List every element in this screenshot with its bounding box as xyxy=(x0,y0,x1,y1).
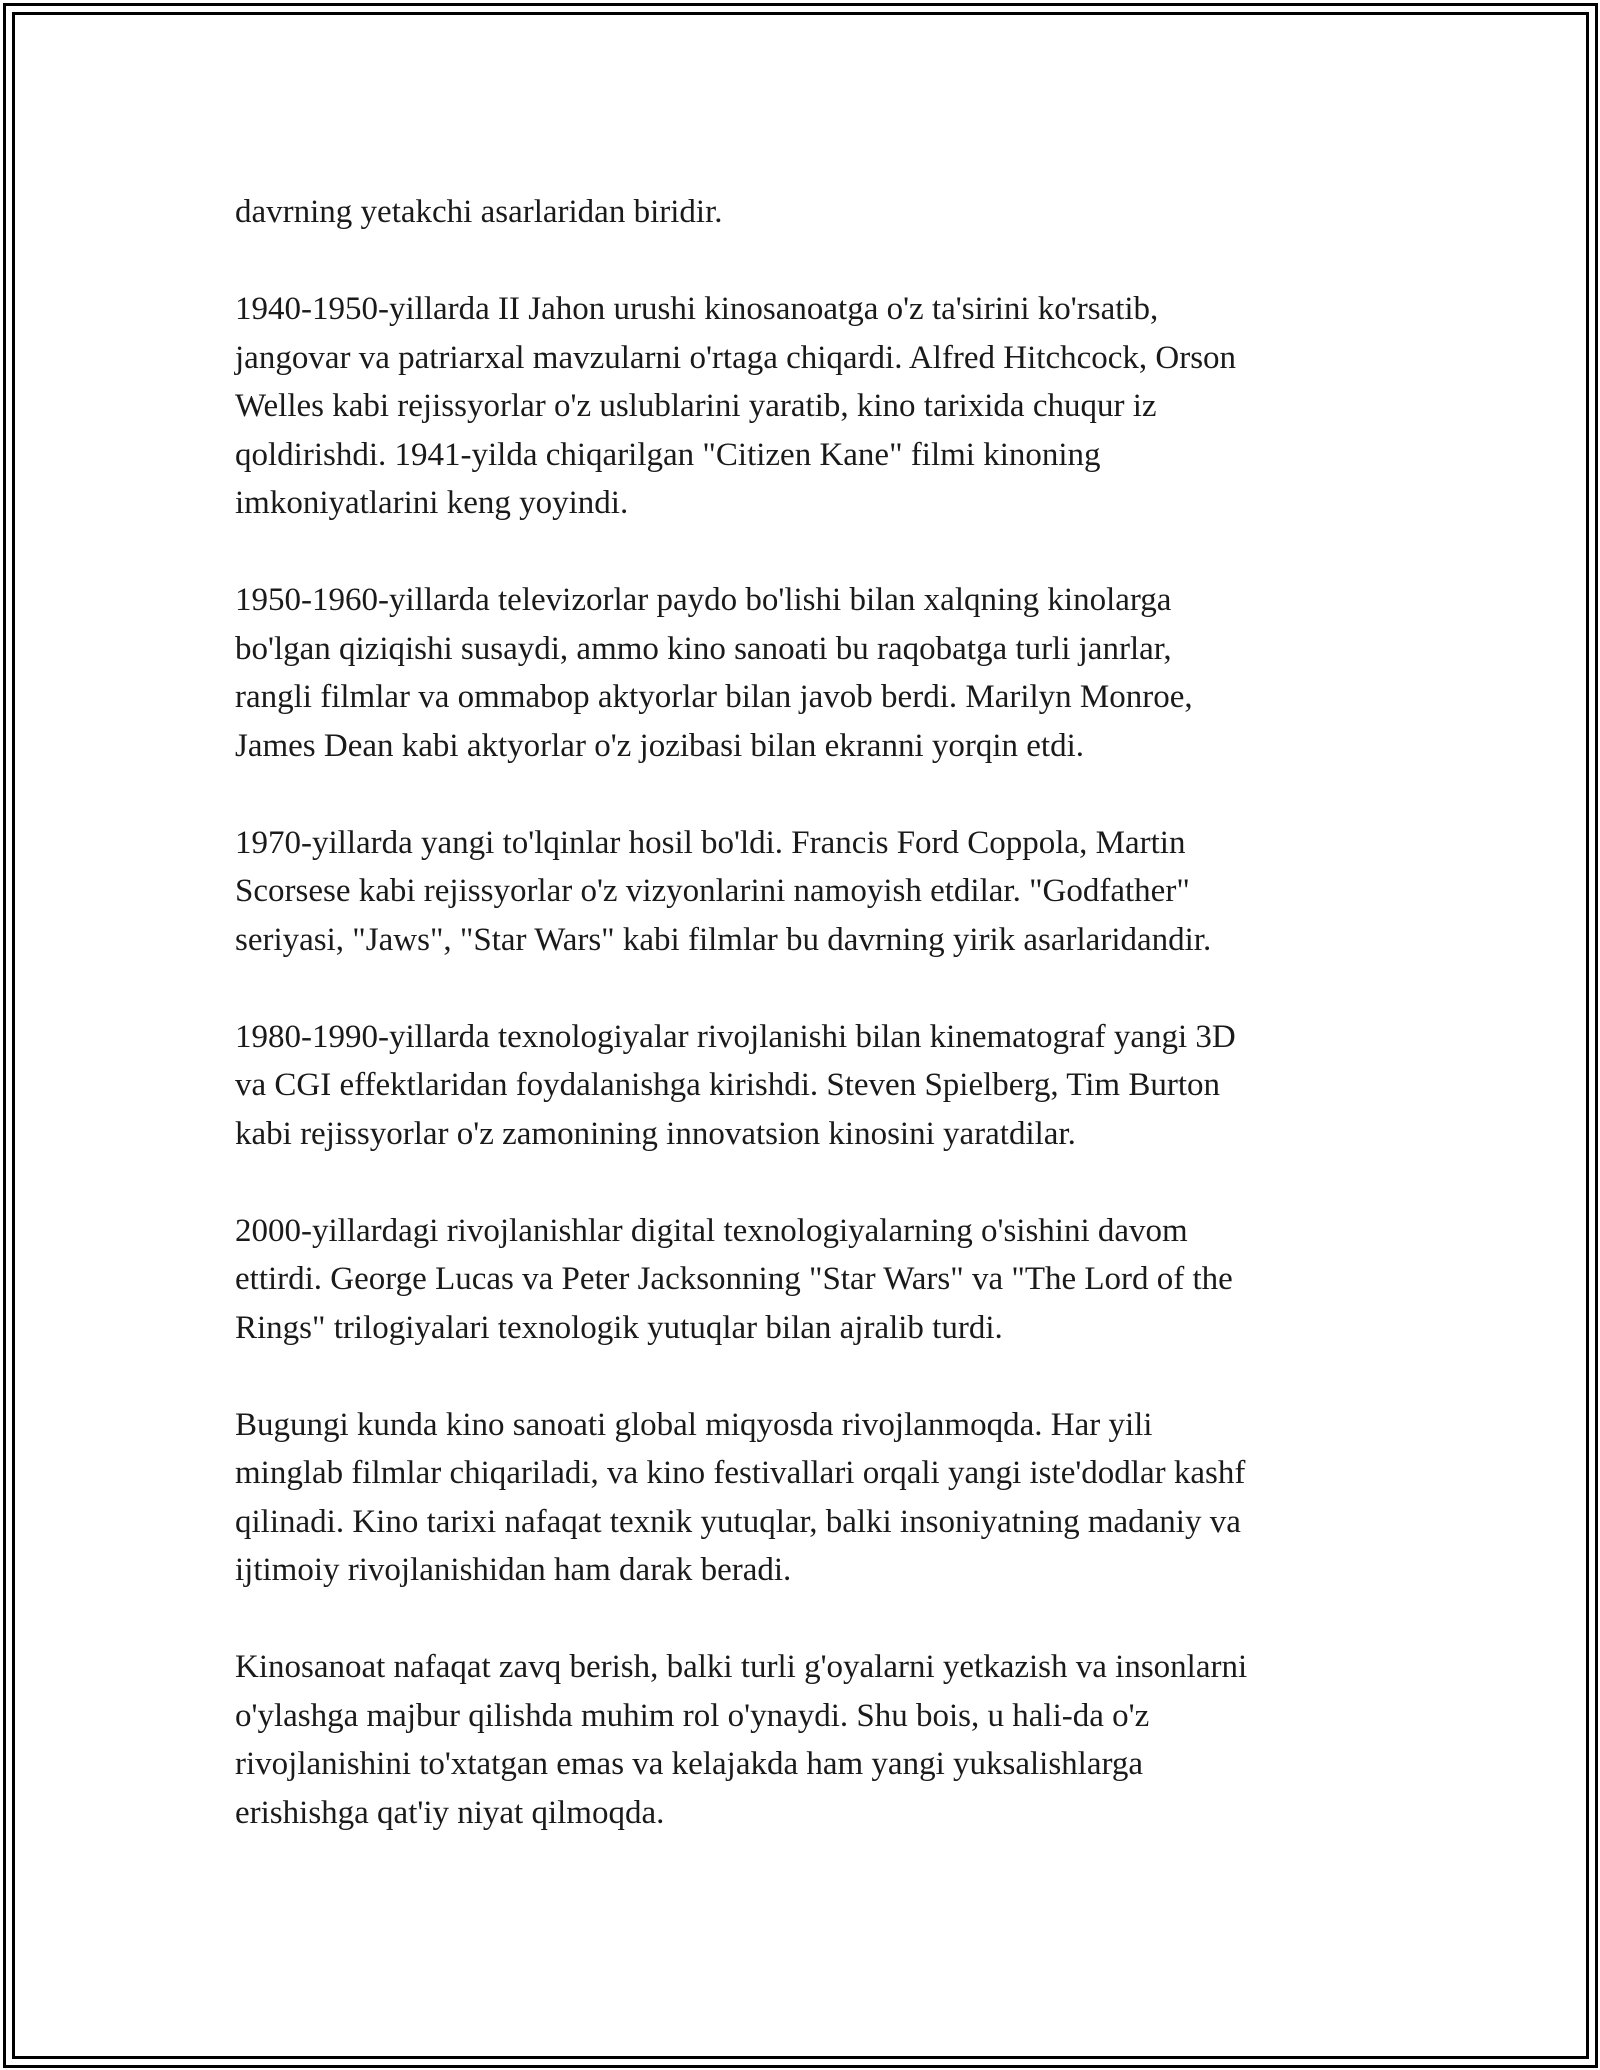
paragraph-1940s: 1940-1950-yillarda II Jahon urushi kinosanoatga o'z ta'sirini ko'rsatib, jangovar va patriarxal mavzularni o'rtaga chiqardi. Alfred Hitchcock, Orson Welles kabi rejissyorlar o'z uslublarini yaratib, kino tarixida chuqur iz qoldirishdi. 1941-yilda chiqarilgan "Citizen Kane" filmi kinoning imkoniyatlarini keng yoyindi. xyxy=(235,291,1237,521)
paragraph-1950s: 1950-1960-yillarda televizorlar paydo bo'lishi bilan xalqning kinolarga bo'lgan qiziqishi susaydi, ammo kino sanoati bu raqobatga turli janrlar, rangli filmlar va ommabop aktyorlar bilan javob berdi. Marilyn Monroe, James Dean kabi aktyorlar o'z jozibasi bilan ekranni yorqin etdi. xyxy=(235,582,1193,764)
paragraph-2000s: 2000-yillardagi rivojlanishlar digital texnologiyalarning o'sishini davom ettirdi. George Lucas va Peter Jacksonning "Star Wars" va "The Lord of the Rings" trilogiyalari texnologik yutuqlar bilan ajralib turdi. xyxy=(235,1212,1233,1346)
paragraph-1970s: 1970-yillarda yangi to'lqinlar hosil bo'ldi. Francis Ford Coppola, Martin Scorsese kabi rejissyorlar o'z vizyonlarini namoyish etdilar. "Godfather" seriyasi, "Jaws", "Star Wars" kabi filmlar bu davrning yirik asarlaridandir. xyxy=(235,824,1212,958)
paragraph-today: Bugungi kunda kino sanoati global miqyosda rivojlanmoqda. Har yili minglab filmlar chiqariladi, va kino festivallari orqali yangi iste'dodlar kashf qilinadi. Kino tarixi nafaqat texnik yutuqlar, balki insoniyatning madaniy va ijtimoiy rivojlanishidan ham darak beradi. xyxy=(235,1406,1246,1588)
paragraph-continuation: davrning yetakchi asarlaridan biridir. xyxy=(235,194,723,230)
paragraph-1980s: 1980-1990-yillarda texnologiyalar rivojlanishi bilan kinematograf yangi 3D va CGI effektlaridan foydalanishga kirishdi. Steven Spielberg, Tim Burton kabi rejissyorlar o'z zamonining innovatsion kinosini yaratdilar. xyxy=(235,1018,1236,1152)
document-body xyxy=(235,188,1375,1837)
paragraph-conclusion: Kinosanoat nafaqat zavq berish, balki turli g'oyalarni yetkazish va insonlarni o'ylashga majbur qilishda muhim rol o'ynaydi. Shu bois, u hali-da o'z rivojlanishini to'xtatgan emas va kelajakda ham yangi yuksalishlarga erishishga qat'iy niyat qilmoqda. xyxy=(235,1649,1248,1831)
